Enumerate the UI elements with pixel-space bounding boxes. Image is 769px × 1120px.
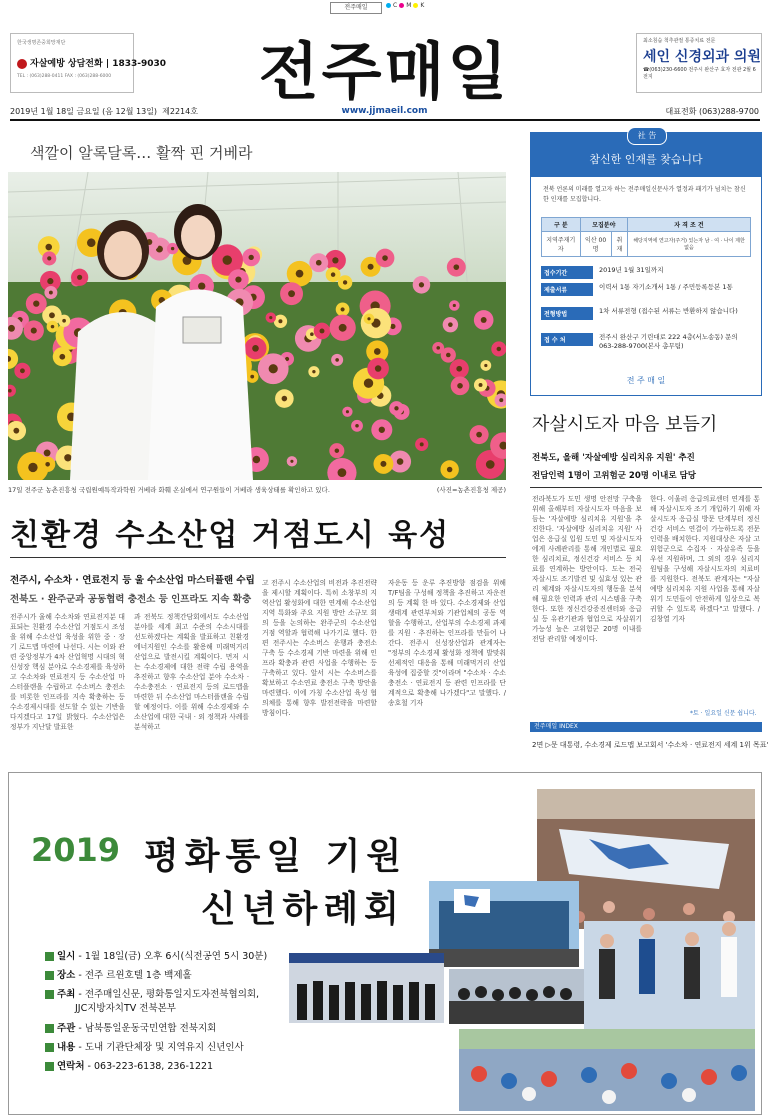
photo-building [429,881,579,967]
gerbera-center [290,460,293,463]
new-year-event-ad[interactable] [8,772,762,1115]
gerbera-center [341,307,345,311]
photo-runners [584,921,755,1031]
gerbera-center [253,456,260,463]
notice-cell: 해당지역에 연고자(주거) 있는자 남 · 여 · 나이 제한 없음 [628,232,751,257]
ad-item-contact: 연락처 - 063-223-6138, 236-1221 [45,1058,213,1072]
notice-row: 접수기간 2019년 1월 31일까지 [541,266,751,279]
index-bar: 전주매일 INDEX [530,722,762,732]
ad-left-org: 한국생명존중희망재단 [17,40,66,46]
gerbera-center [486,460,495,469]
yellow-dot [413,3,418,8]
notice-badge: 社 告 [627,127,667,145]
right-subhead-1: 전북도, 올해 '자살예방 심리치유 지원' 추진 [532,453,695,463]
gerbera-center [296,270,304,278]
cmyk-c: C [393,2,398,9]
lead-column-2: 과 전북도 정책간담회에서도 수소산업 분야를 세계 최고 수준의 수소시대를 선도하겠다는 계획을 발표하고 친환경에너지원인 수소를 활용해 미래먹거리 산업으로 발전시킬 계획이다. 먼저 시는 수소경제에 대한 전략 수립 용역을 추진하고 향후 수소산업 분야 수소차 · 수소충전소 · 연료전지 등의 로드맵을 마련한 뒤 수소산업 마스터플랜을 수립할 예정이다. 이를 위해 수소경제와 수소산업에 대한 국내 · 외 정책과 사례를 분석하고 [134,613,249,731]
notice-th-field: 모집분야 [580,218,627,232]
cmyk-m: M [406,2,412,9]
gerbera-center [447,467,453,473]
gerbera-center [448,322,453,327]
weekend-note: *토 · 일요일 신문 쉽니다. [690,710,757,717]
gerbera-center [481,317,487,323]
gerbera-center [87,238,96,247]
lead-headline[interactable]: 친환경 수소산업 거점도시 육성 [10,518,451,553]
gerbera-center [457,383,463,389]
gerbera-center [343,280,347,284]
gerbera-center [223,255,232,264]
gerbera-center [394,406,398,410]
notice-th-type: 구 분 [542,218,581,232]
gerbera-center [382,255,388,261]
gerbera-center [269,364,278,373]
newspaper-title: 전주매일 [258,35,511,108]
magenta-dot [399,3,404,8]
gerbera-center [338,468,347,477]
gerbera-center [8,389,12,393]
ad-title-line-1: 평화통일 기원 [144,836,408,877]
gerbera-center [45,244,52,251]
right-subhead-2: 전담인력 1명이 고위험군 20명 이내로 담당 [532,471,696,481]
gerbera-center [44,449,51,456]
gerbera-center [49,291,53,295]
gerbera-center [20,368,25,373]
gerbera-center [45,462,50,467]
gerbera-center [49,312,55,318]
site-url[interactable]: www.jjmaeil.com [341,106,428,116]
gerbera-center [252,345,259,352]
notice-intro: 전북 언론의 미래를 열고자 하는 전주매일신문사가 열정과 패기가 넘치는 참신한 인재를 모집합니다. [543,186,746,203]
gerbera-center [31,328,37,334]
gerbera-center [62,319,66,323]
gerbera-center [332,257,338,263]
lead-column-3: 고 전주시 수소산업의 비전과 추진전략을 제시할 계획이다. 특히 소창부의 지역산업 활성화에 대한 연계해 수소산업 지역 특화와 주요 지원 방안 소규모 회의 등을 논의하는 완주군의 수소산업 거점 역할과 협력해 나가기로 했다. 한편 전주시는 수소버스 운행과 충전소 구축 등 수소경제 기반 마련을 위해 인프라 확충과 관련 사업을 수행하는 등 구축하고 있다. 앞서 시는 수소버스를 확보하고 수소연료 충전소 구축 방안을 마련했다. 이에 가칭 수소산업 육성 협의체를 통해 향후 발전전략을 마련할 방침이다. [262,579,377,717]
gerbera-center [476,432,482,438]
gerbera-center [355,424,359,428]
ad-right-tagline: 최소침습 척추관절 통증치료 전문 [643,38,716,44]
gerbera-center [499,398,503,402]
gerbera-center [8,325,15,332]
lead-column-1: 전주시가 울해 수소차와 연료전지분 대표되는 친환경 수소산업 거점도시 조성을 위해 수소산업 육성을 위한 중 · 장기 로드맵 마련에 나선다. 시는 이와 관련 중앙정부가 4차 산업혁명 시대의 혁신성장 핵심 분야로 수소경제를 육성하고 수소차와 연료전지 등 수소산업 마스터플랜을 수립하고 수소버스 충전소를 비롯한 인프라를 지속 확충하는 등 수소경제시대를 선도할 수 있는 기반을 다지겠다고 17일 밝혔다. 수소산업은 정부가 지난달 발표한 [10,613,125,731]
gerbera-center [339,324,347,332]
ad-item-host: 주최 - 전주매일신문, 평화통일지도자전북협의회, [45,986,259,1000]
cyan-dot [386,3,391,8]
gerbera-center [346,410,349,413]
recruitment-notice [530,132,762,396]
right-column-2: 한다. 이울러 응급의료센터 연계를 통해 자살시도자 조기 개입하기 위해 자살시도자 응급실 방문 단계부터 정신건강 서비스 연결이 가능하도록 전문인력을 배치한다. 지원대상은 자살 고위험군으로 수집자 · 자살유족 등을 우선 지원하며, 그 외의 경우 심리지원팀을 구성해 자살시도자의 치료비를 지원한다. 전북도 관계자는 "자살예방 심리치유 지원 사업을 통해 자살위기 도민들이 안전하게 일상으로 복귀할 수 있도록 하겠다"고 말했다. /김창열 기자 [650,495,760,623]
ad-item-date: 일시 - 1월 18일(금) 오후 6시(식전공연 5시 30분) [45,948,267,962]
gerbera-center [312,370,315,373]
gerbera-center [171,247,174,250]
gerbera-center [310,332,314,336]
gerbera-center [47,256,51,260]
ad-item-organizer: 주관 - 남북통일운동국민연합 전북지회 [45,1020,216,1034]
gerbera-center [235,276,241,282]
cmyk-k: K [420,2,425,9]
cmyk-marks [386,2,424,9]
ad-title-line-2: 신년하례회 [201,889,405,930]
gerbera-center [28,463,37,472]
main-phone: 대표전화 (063)288-9700 [665,107,759,116]
gerbera-center [77,275,82,280]
gerbera-center [364,379,373,388]
gerbera-center [47,278,53,284]
gerbera-center [380,461,386,467]
notice-title: 참신한 인재를 찾습니다 [589,153,703,166]
gerbera-center [375,365,381,371]
gerbera-center [64,454,71,461]
gerbera-center [436,346,440,350]
notice-cell: 취재 [611,232,627,257]
gerbera-center [484,364,487,367]
gerbera-center [249,255,254,260]
lead-subhead-2: 전북도 · 완주군과 공동협력 충전소 등 인프라도 지속 확충 [10,594,252,605]
print-label: 전주매일 [330,2,382,14]
event-photo-collage [289,789,755,1111]
gerbera-center [51,325,55,329]
notice-row: 전형방법 1차 서류전형 (접수된 서류는 반환하지 않습니다) [541,307,751,320]
lead-rule [10,557,506,558]
gerbera-center [379,427,385,433]
gerbera-center [397,458,404,465]
gerbera-center [420,442,424,446]
gerbera-center [319,328,324,333]
gerbera-center [331,272,335,276]
gerbera-center [479,383,483,387]
ad-item-place: 장소 - 전주 르윈호텔 1층 백제홀 [45,967,192,981]
notice-cell: 지역주재기자 [542,232,581,257]
notice-row: 제출서류 이력서 1통 자기소개서 1통 / 주민등록등본 1통 [541,283,751,296]
gerbera-center [198,282,205,289]
gerbera-center [368,264,374,270]
gerbera-center [59,354,65,360]
gerbera-photo [8,172,506,480]
masthead-rule [10,119,760,121]
gerbera-center [335,358,339,362]
gerbera-center [278,319,282,323]
photo-title: 색깔이 알록달록… 활짝 핀 거베라 [30,144,253,162]
greenhouse-illustration [8,172,506,480]
gerbera-center [446,353,451,358]
gerbera-center [282,396,288,402]
photo-credit: (사진=농촌진흥청 제공) [436,486,506,494]
gerbera-center [335,448,340,453]
notice-signature: 전 주 매 일 [626,376,666,385]
photo-ceremony [449,969,584,1024]
notice-cell: 익산 00명 [580,232,611,257]
right-rule [530,487,762,488]
right-headline[interactable]: 자살시도자 마음 보듬기 [532,414,718,435]
photo-caption: 17일 전주군 농촌진흥청 국립원예특작과학원 거베라 화훼 온실에서 연구원들이 거베라 생육상태를 확인하고 있다. (사진=농촌진흥청 제공) [8,486,506,494]
ad-item-host-cont: JJC지방자치TV 전북본부 [75,1003,176,1014]
lead-subhead-1: 전주시, 수소차 · 연료전지 등 울 수소산업 마스터플랜 수립 [10,575,255,586]
gerbera-center [453,304,456,307]
photo-marathon [459,1029,755,1111]
issue-number: 제2214호 [162,107,198,116]
gerbera-center [456,366,462,372]
photo-group [289,953,444,1023]
print-strip [0,0,769,16]
gerbera-center [367,317,370,320]
gerbera-center [374,348,381,355]
notice-th-qual: 자 격 조 건 [628,218,751,232]
gerbera-center [250,375,254,379]
gerbera-center [269,316,272,319]
date-line: 2019년 1월 18일 금요일 (음 12월 13일) 제2214호 [10,107,198,116]
ad-left-phone: 자살예방 상담전화 | 1833-9030 [17,56,166,69]
lead-column-4: 자운동 등 운루 추진방향 점검을 위해 T/F팀을 구성해 정책을 추진하고 자운전의 등 계획 한 바 있다. 수소경제와 산업생태계 관련부처와 기관업체의 공동 역할을 수행하고, 산업부의 수소경제 과제를 지원 · 추진하는 인프라를 만들어 나간다. 전주시 신성장산업과 관계자는 "정부의 수소경제 활성화 정책에 발맞춰 선제적인 대응을 통해 미래먹거리 산업 육성에 집중할 것"이라며 "수소차 · 수소충전소 · 연료전지 등 관련 인프라를 단계적으로 확충해 나가겠다"고 말했다. /송호철 기자 [388,579,506,707]
ad-right-brand: 세인 신경외과 의원 [643,49,761,65]
gerbera-center [316,260,322,266]
gerbera-center [497,347,502,352]
right-column-1: 전라북도가 도민 생명 안전망 구축을 위해 올해부터 자살시도자 마음을 보듬는 '자살예방 심리치유 지원'을 추진한다. '자살예방 심리치유 지원' 사업은 응급실 입원 도민 및 자살시도자에게 사례관리를 통해 개인별로 필요한 심리치료, 정신건강 서비스 등 치료를 연계하는 방안이다. 도는 전국 자살시도 조기발견 및 실효성 있는 관리 체계와 자살시도자의 행동을 분석해 필요한 인력과 관리 시스템을 구축한다. 또한 정신건강증진센터와 응급실 등 유관기관과 협업으로 자살위기 가능성 높은 고위험군 20명 이내를 전담 관리할 예정이다. [532,495,642,643]
gerbera-center [419,282,424,287]
gerbera-center [453,264,459,270]
ad-year: 2019 [31,831,121,869]
ad-clinic[interactable] [636,33,762,93]
ad-right-info: ☎(063)230-6600 전주시 완산구 효자 전관 2월 6전지 [643,67,756,80]
gerbera-center [13,428,19,434]
ad-left-contact: TEL : (063)288-0411 FAX : (063)288-6000 [17,74,112,79]
notice-row: 접 수 처 전주시 완산구 기린대로 222 4층(서노송동) 문의 063-288-9700(본사 총무팀) [541,333,751,351]
index-entry[interactable]: 2면 ▷문 대통령, 수소경제 로드맵 보고회서 '수소차 · 연료전지 세계 1위 목표' [532,741,769,749]
gerbera-center [288,290,295,297]
ad-item-content: 내용 - 도내 기관단체장 및 지역유지 신년인사 [45,1039,244,1053]
notice-table [541,217,751,257]
gerbera-center [33,300,39,306]
